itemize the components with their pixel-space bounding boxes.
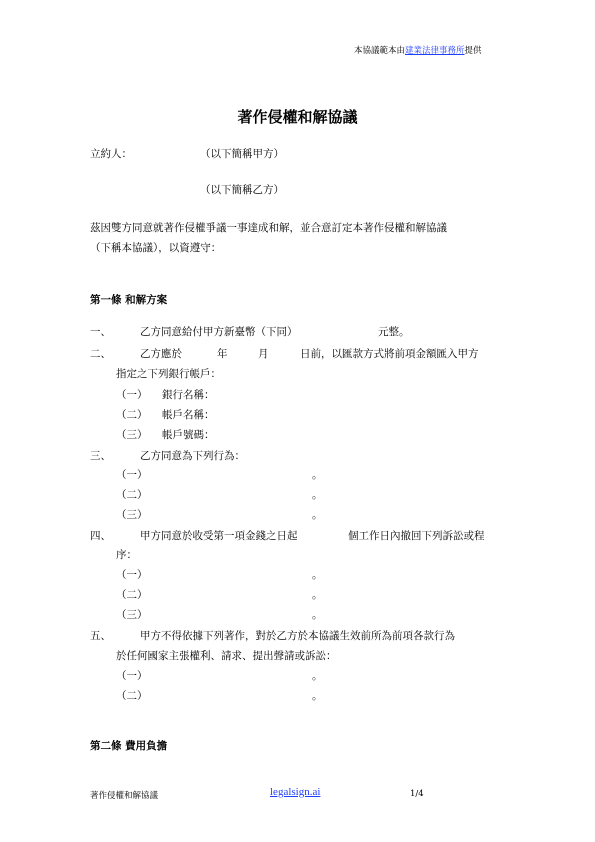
intro-line-2: （下稱本協議），以資遵守： — [90, 242, 222, 254]
item-4-sub-2: （二） — [116, 589, 148, 601]
item-2-sub-1-number: （一） — [116, 389, 148, 401]
item-4-line-2: 序： — [116, 549, 137, 561]
item-5-sub-1: （一） — [116, 670, 148, 682]
party-b-label: （以下簡稱乙方） — [200, 184, 284, 196]
item-3-text: 乙方同意為下列行為： — [140, 450, 245, 462]
item-3-number: 三、 — [90, 450, 111, 462]
account-number-label: 帳戶號碼： — [162, 429, 215, 441]
party-a-label: （以下簡稱甲方） — [200, 148, 284, 160]
item-5-sub-1-end: 。 — [312, 670, 323, 682]
item-4-text-2: 個工作日內撤回下列訴訟或程 — [348, 530, 485, 542]
item-2-number: 二、 — [90, 348, 111, 360]
article-2-heading: 第二條 費用負擔 — [90, 740, 168, 752]
item-3-sub-3-end: 。 — [312, 509, 323, 521]
item-1-end: 元整。 — [378, 326, 410, 338]
item-4-sub-3-end: 。 — [312, 609, 323, 621]
item-4-number: 四、 — [90, 530, 111, 542]
item-3-sub-2-end: 。 — [312, 489, 323, 501]
item-3-sub-1: （一） — [116, 469, 148, 481]
article-1-heading: 第一條 和解方案 — [90, 294, 168, 306]
item-5-sub-2-end: 。 — [312, 690, 323, 702]
page-number: 1/4 — [410, 789, 424, 799]
item-4-sub-2-end: 。 — [312, 589, 323, 601]
item-2-seg-3: 月 — [258, 348, 269, 360]
document-title: 著作侵權和解協議 — [237, 108, 358, 126]
item-4-sub-1: （一） — [116, 569, 148, 581]
item-2-seg-4: 日前，以匯款方式將前項金額匯入甲方 — [300, 348, 479, 360]
item-5-number: 五、 — [90, 630, 111, 642]
item-3-sub-2: （二） — [116, 489, 148, 501]
item-3-sub-1-end: 。 — [312, 469, 323, 481]
item-4-sub-1-end: 。 — [312, 569, 323, 581]
footer-site-link[interactable]: legalsign.ai — [270, 786, 321, 798]
item-5-text: 甲方不得依據下列著作，對於乙方於本協議生效前所為前項各款行為 — [140, 630, 455, 642]
item-1-text: 乙方同意給付甲方新臺幣（下同） — [140, 326, 298, 338]
item-2-seg-2: 年 — [217, 348, 228, 360]
item-4-text: 甲方同意於收受第一項金錢之日起 — [140, 530, 298, 542]
item-5-sub-2: （二） — [116, 690, 148, 702]
item-4-sub-3: （三） — [116, 609, 148, 621]
footer-title: 著作侵權和解協議 — [90, 791, 159, 801]
firm-link[interactable]: 建業法律事務所 — [405, 46, 465, 56]
item-3-sub-3: （三） — [116, 509, 148, 521]
item-1-number: 一、 — [90, 326, 111, 338]
item-5-line-2: 於任何國家主張權利、請求、提出聲請或訴訟： — [116, 650, 337, 662]
account-name-label: 帳戶名稱： — [162, 409, 215, 421]
item-2-line-2: 指定之下列銀行帳戶： — [116, 368, 221, 380]
parties-label: 立約人： — [90, 148, 132, 160]
item-2-sub-3-number: （三） — [116, 429, 148, 441]
item-2-seg-1: 乙方應於 — [140, 348, 182, 360]
header-notice: 本協議範本由建業法律事務所提供 — [354, 46, 482, 56]
intro-line-1: 茲因雙方同意就著作侵權爭議一事達成和解，並合意訂定本著作侵權和解協議 — [90, 222, 447, 234]
item-2-sub-2-number: （二） — [116, 409, 148, 421]
bank-name-label: 銀行名稱： — [162, 389, 215, 401]
